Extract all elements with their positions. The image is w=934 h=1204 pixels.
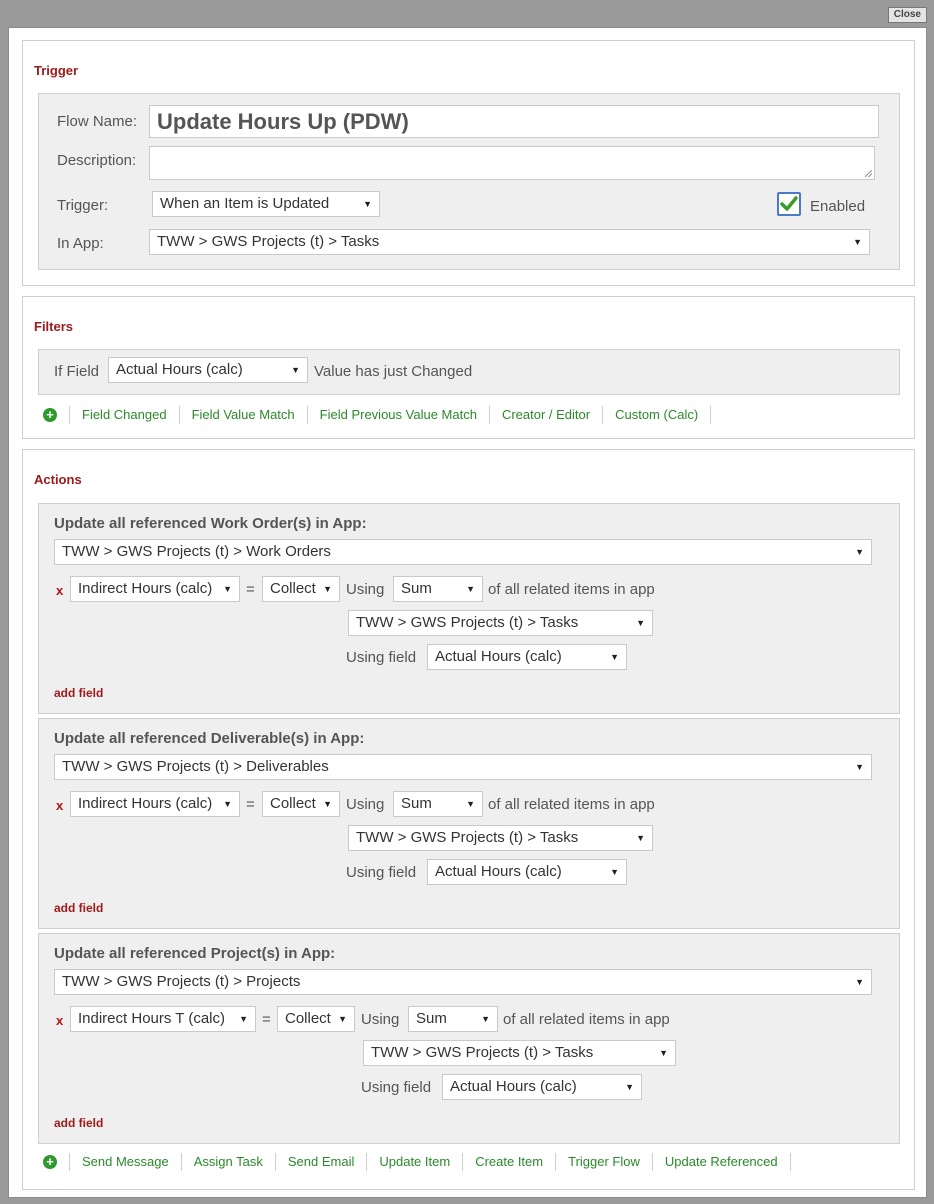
action-app-select[interactable] xyxy=(54,969,872,995)
filter-field-value: Actual Hours (calc) xyxy=(116,361,243,378)
target-field-value: Indirect Hours (calc) xyxy=(78,580,213,597)
filter-link-field-changed[interactable]: Field Changed xyxy=(69,406,179,424)
action-app-value: TWW > GWS Projects (t) > Projects xyxy=(62,973,301,990)
trigger-section xyxy=(22,40,915,286)
filter-field-select[interactable] xyxy=(108,357,308,383)
equals-sign: = xyxy=(262,1011,271,1028)
operation-value: Collect xyxy=(270,795,316,812)
filter-link-creator-editor[interactable]: Creator / Editor xyxy=(489,406,602,424)
close-button[interactable]: Close xyxy=(888,7,927,23)
related-items-text: of all related items in app xyxy=(488,581,655,598)
aggregate-value: Sum xyxy=(401,580,432,597)
action-link-update-item[interactable]: Update Item xyxy=(366,1153,462,1171)
using-label: Using xyxy=(361,1011,400,1028)
chevron-down-icon: ▼ xyxy=(223,584,232,594)
chevron-down-icon: ▼ xyxy=(853,237,862,247)
related-app-value: TWW > GWS Projects (t) > Tasks xyxy=(356,829,579,846)
actions-title: Actions xyxy=(34,472,82,487)
remove-field-icon[interactable]: x xyxy=(56,1013,64,1028)
trigger-panel xyxy=(38,93,900,270)
filters-section xyxy=(22,296,915,439)
action-link-assign-task[interactable]: Assign Task xyxy=(181,1153,275,1171)
using-label: Using xyxy=(346,796,385,813)
action-card-projects xyxy=(38,933,900,1144)
operation-select[interactable] xyxy=(262,576,340,602)
operation-select[interactable] xyxy=(277,1006,355,1032)
action-link-update-referenced[interactable]: Update Referenced xyxy=(652,1153,791,1171)
action-link-trigger-flow[interactable]: Trigger Flow xyxy=(555,1153,652,1171)
using-label: Using xyxy=(346,581,385,598)
if-field-label: If Field xyxy=(54,363,100,380)
using-field-value: Actual Hours (calc) xyxy=(450,1078,577,1095)
chevron-down-icon: ▼ xyxy=(466,799,475,809)
add-filter-icon[interactable]: + xyxy=(43,408,57,422)
target-field-value: Indirect Hours (calc) xyxy=(78,795,213,812)
related-app-select[interactable] xyxy=(363,1040,676,1066)
target-field-select[interactable] xyxy=(70,576,240,602)
description-label: Description: xyxy=(57,152,137,169)
chevron-down-icon: ▼ xyxy=(855,762,864,772)
filter-link-field-value-match[interactable]: Field Value Match xyxy=(179,406,307,424)
operation-value: Collect xyxy=(285,1010,331,1027)
action-app-value: TWW > GWS Projects (t) > Deliverables xyxy=(62,758,329,775)
trigger-title: Trigger xyxy=(34,63,79,78)
chevron-down-icon: ▼ xyxy=(625,1082,634,1092)
target-field-select[interactable] xyxy=(70,791,240,817)
equals-sign: = xyxy=(246,796,255,813)
using-field-select[interactable] xyxy=(427,644,627,670)
equals-sign: = xyxy=(246,581,255,598)
trigger-select-value: When an Item is Updated xyxy=(160,195,330,212)
remove-field-icon[interactable]: x xyxy=(56,583,64,598)
target-field-value: Indirect Hours T (calc) xyxy=(78,1010,225,1027)
action-app-select[interactable] xyxy=(54,539,872,565)
using-field-value: Actual Hours (calc) xyxy=(435,863,562,880)
chevron-down-icon: ▼ xyxy=(855,977,864,987)
enabled-label: Enabled xyxy=(810,198,866,215)
chevron-down-icon: ▼ xyxy=(338,1014,347,1024)
in-app-label: In App: xyxy=(57,235,104,252)
aggregate-select[interactable] xyxy=(393,576,483,602)
target-field-select[interactable] xyxy=(70,1006,256,1032)
using-field-select[interactable] xyxy=(427,859,627,885)
aggregate-value: Sum xyxy=(401,795,432,812)
actions-section xyxy=(22,449,915,1190)
using-field-label: Using field xyxy=(346,649,417,666)
in-app-select-value: TWW > GWS Projects (t) > Tasks xyxy=(157,233,380,250)
aggregate-value: Sum xyxy=(416,1010,447,1027)
filter-link-custom-calc[interactable]: Custom (Calc) xyxy=(602,406,711,424)
checkmark-icon xyxy=(779,194,799,214)
flow-editor-dialog xyxy=(8,27,927,1198)
action-link-create-item[interactable]: Create Item xyxy=(462,1153,555,1171)
chevron-down-icon: ▼ xyxy=(291,365,300,375)
using-field-label: Using field xyxy=(361,1079,432,1096)
chevron-down-icon: ▼ xyxy=(481,1014,490,1024)
trigger-select[interactable] xyxy=(152,191,380,217)
chevron-down-icon: ▼ xyxy=(610,652,619,662)
action-app-value: TWW > GWS Projects (t) > Work Orders xyxy=(62,543,331,560)
flow-name-label: Flow Name: xyxy=(57,113,138,130)
chevron-down-icon: ▼ xyxy=(466,584,475,594)
trigger-label: Trigger: xyxy=(57,197,109,214)
action-heading: Update all referenced Work Order(s) in App: xyxy=(54,515,367,532)
operation-value: Collect xyxy=(270,580,316,597)
filter-rule-panel xyxy=(38,349,900,395)
using-field-value: Actual Hours (calc) xyxy=(435,648,562,665)
chevron-down-icon: ▼ xyxy=(223,799,232,809)
add-field-link[interactable]: add field xyxy=(54,1116,104,1130)
related-app-value: TWW > GWS Projects (t) > Tasks xyxy=(371,1044,594,1061)
add-field-link[interactable]: add field xyxy=(54,901,104,915)
chevron-down-icon: ▼ xyxy=(323,584,332,594)
flow-name-input[interactable]: Update Hours Up (PDW) xyxy=(149,105,879,138)
in-app-select[interactable] xyxy=(149,229,870,255)
using-field-label: Using field xyxy=(346,864,417,881)
related-app-select[interactable] xyxy=(348,610,653,636)
add-action-icon[interactable]: + xyxy=(43,1155,57,1169)
window-titlebar xyxy=(0,0,934,28)
action-heading: Update all referenced Project(s) in App: xyxy=(54,945,336,962)
chevron-down-icon: ▼ xyxy=(323,799,332,809)
filters-title: Filters xyxy=(34,319,74,334)
operation-select[interactable] xyxy=(262,791,340,817)
action-card-work-orders xyxy=(38,503,900,714)
chevron-down-icon: ▼ xyxy=(855,547,864,557)
action-links-bar xyxy=(43,1152,791,1172)
chevron-down-icon: ▼ xyxy=(636,833,645,843)
action-heading: Update all referenced Deliverable(s) in App: xyxy=(54,730,365,747)
related-items-text: of all related items in app xyxy=(503,1011,670,1028)
add-field-link[interactable]: add field xyxy=(54,686,104,700)
aggregate-select[interactable] xyxy=(408,1006,498,1032)
remove-field-icon[interactable]: x xyxy=(56,798,64,813)
related-app-value: TWW > GWS Projects (t) > Tasks xyxy=(356,614,579,631)
action-link-send-email[interactable]: Send Email xyxy=(275,1153,366,1171)
action-link-send-message[interactable]: Send Message xyxy=(69,1153,181,1171)
related-items-text: of all related items in app xyxy=(488,796,655,813)
filter-condition-text: Value has just Changed xyxy=(314,363,473,380)
chevron-down-icon: ▼ xyxy=(636,618,645,628)
chevron-down-icon: ▼ xyxy=(363,199,372,209)
filter-link-field-previous-value-match[interactable]: Field Previous Value Match xyxy=(307,406,489,424)
action-card-deliverables xyxy=(38,718,900,929)
aggregate-select[interactable] xyxy=(393,791,483,817)
description-textarea[interactable] xyxy=(149,146,875,180)
enabled-checkbox[interactable] xyxy=(777,192,801,216)
using-field-select[interactable] xyxy=(442,1074,642,1100)
chevron-down-icon: ▼ xyxy=(239,1014,248,1024)
filter-links-bar xyxy=(43,405,711,425)
chevron-down-icon: ▼ xyxy=(659,1048,668,1058)
action-app-select[interactable] xyxy=(54,754,872,780)
chevron-down-icon: ▼ xyxy=(610,867,619,877)
related-app-select[interactable] xyxy=(348,825,653,851)
